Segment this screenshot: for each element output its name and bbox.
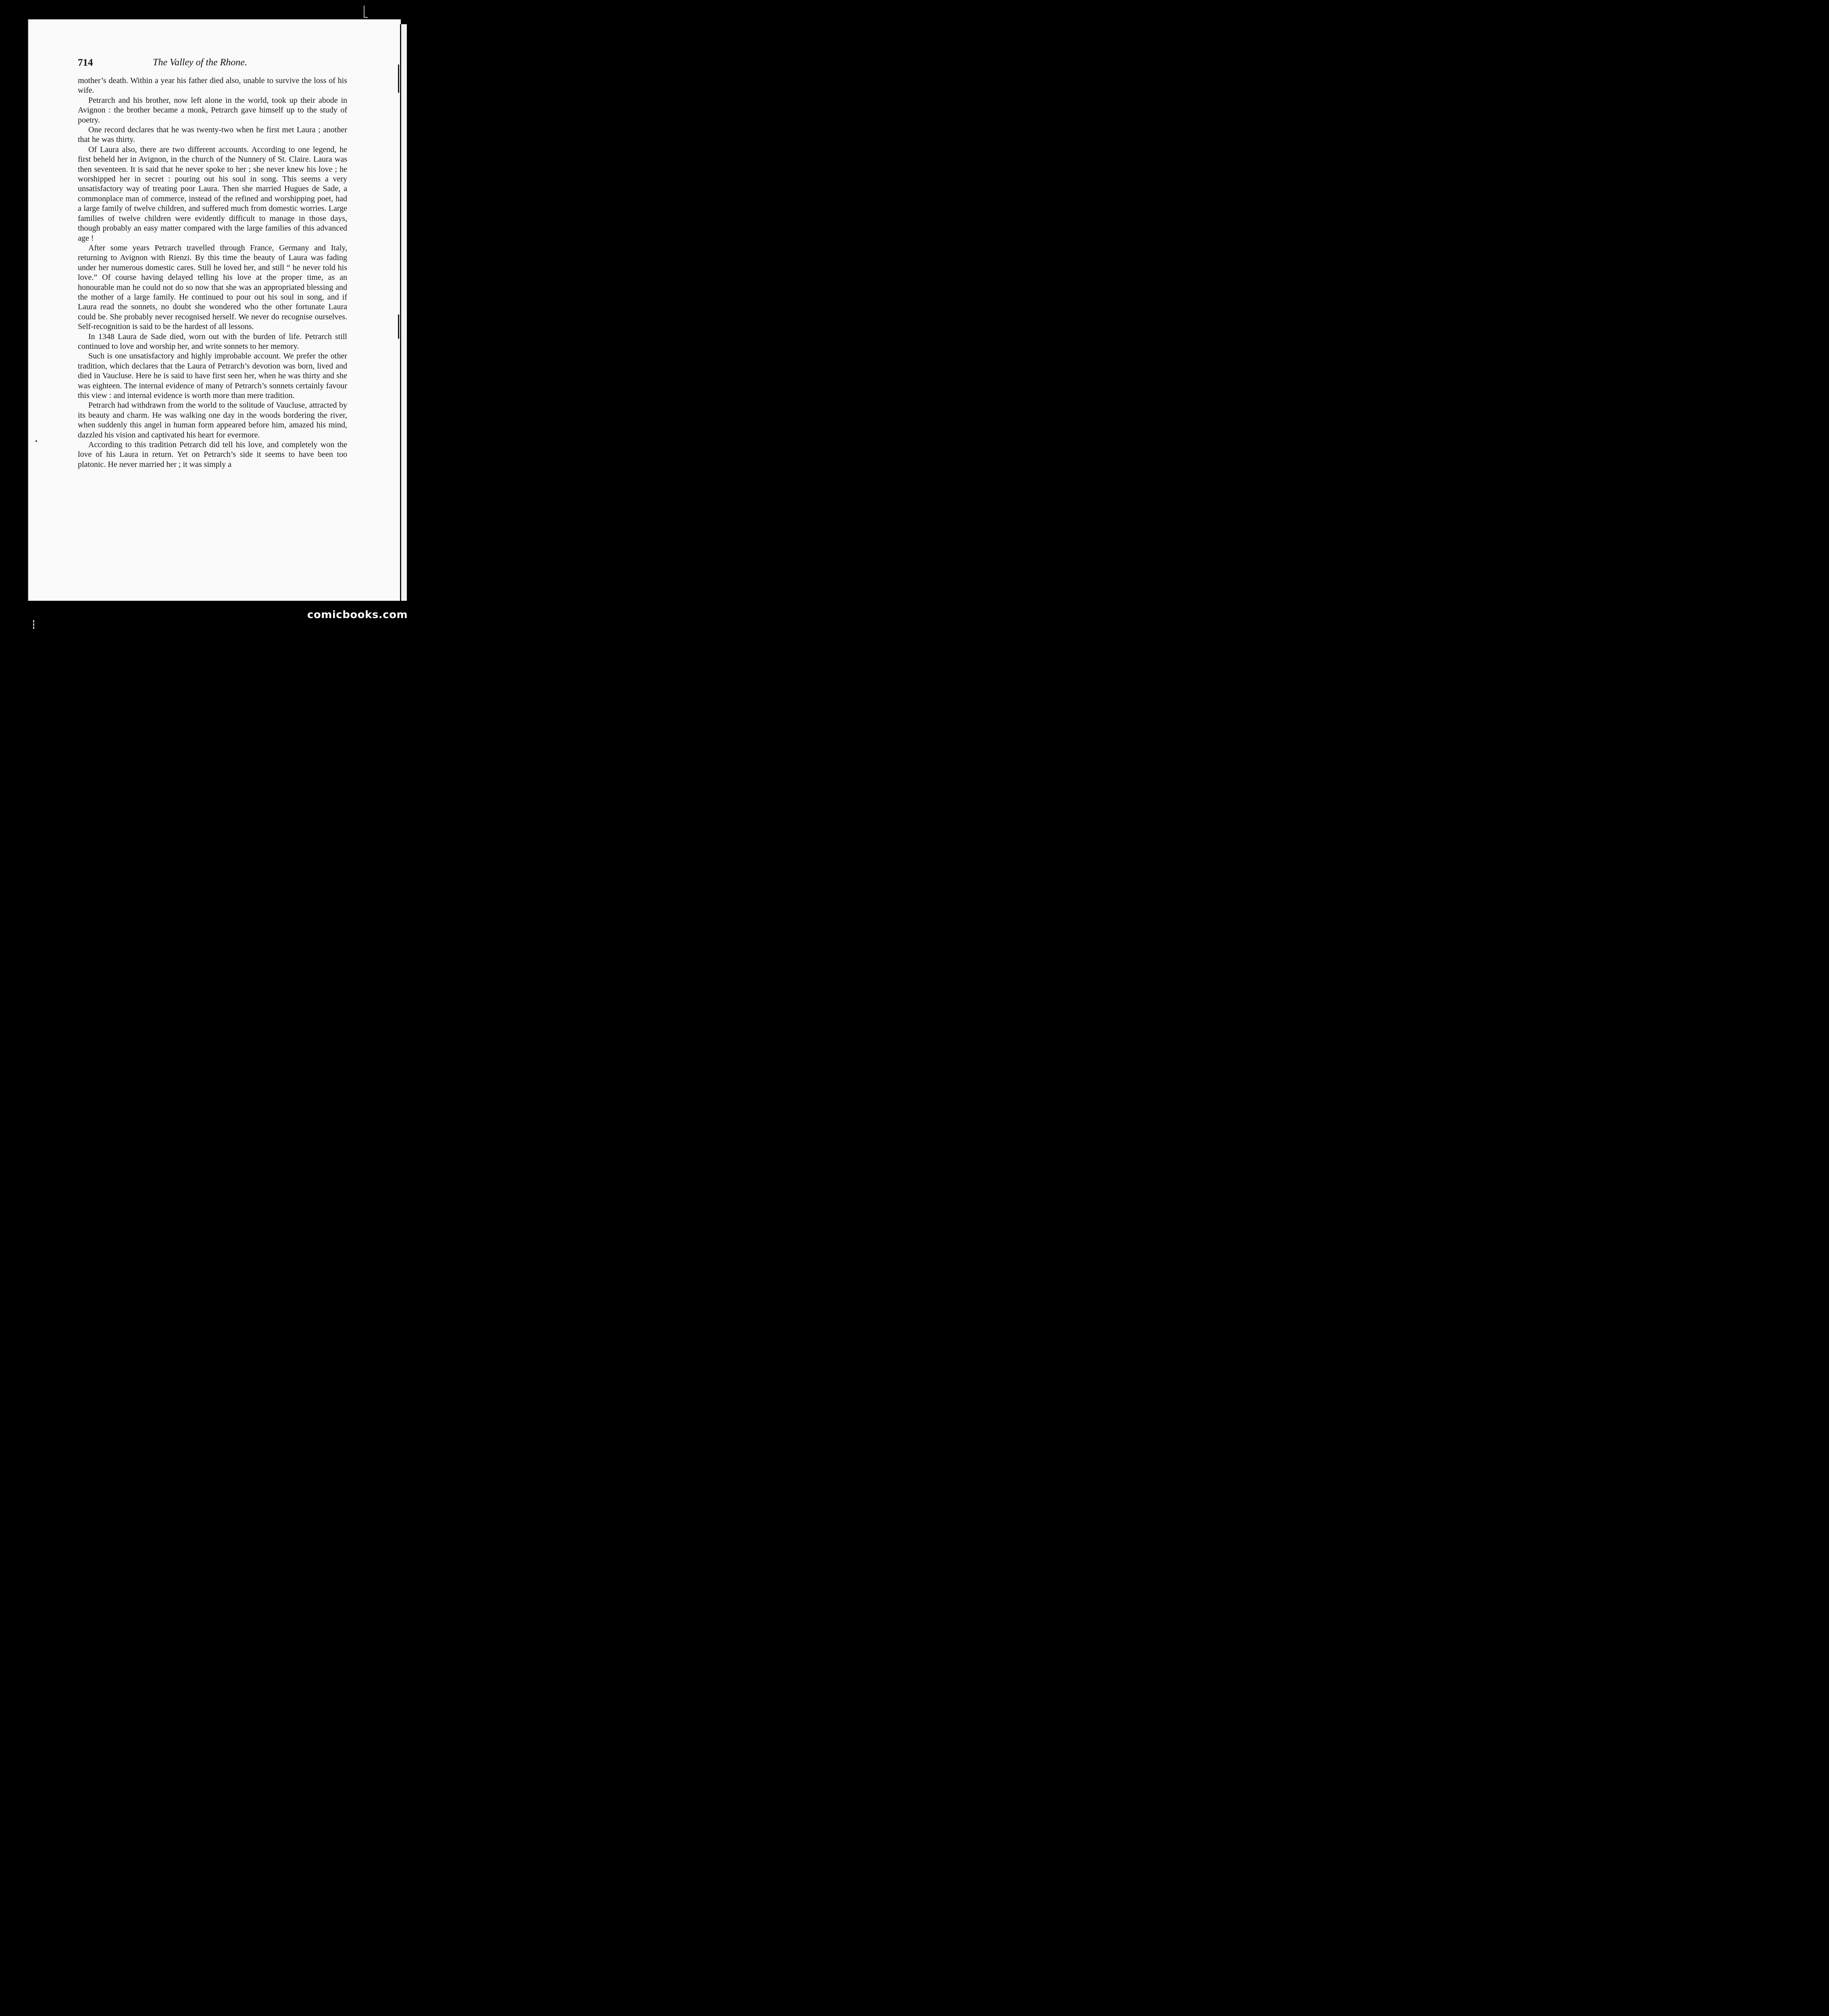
paragraph: Petrarch and his brother, now left alone in the world, took up their abode in Avignon : the brother became a monk, Petrarch gave himself up to the study of poetry. <box>78 96 347 125</box>
scan-artifact <box>32 619 35 630</box>
page-header <box>78 56 347 71</box>
edge-shadow <box>398 314 399 339</box>
scan-speck <box>35 440 37 442</box>
watermark: comicbooks.com <box>307 609 408 621</box>
paragraph: After some years Petrarch travelled through France, Germany and Italy, returning to Avignon with Rienzi. By this time the beauty of Laura was fading under her numerous domestic cares. Still he loved her, and still “ he never told his love.” Of course having delayed telling his love at the proper time, as an honourable man he could not do so now that she was an appropriated blessing and the mother of a large family. He continued to pour out his soul in song, and if Laura read the sonnets, no doubt she wondered who the other fortunate Laura could be. She probably never recognised herself. We never do recognise ourselves. Self-recognition is said to be the hardest of all lessons. <box>78 243 347 331</box>
page-number: 714 <box>78 57 93 68</box>
paragraph: One record declares that he was twenty-two when he first met Laura ; another that he was thirty. <box>78 125 347 144</box>
paragraph: Of Laura also, there are two different accounts. According to one legend, he first beheld her in Avignon, in the church of the Nunnery of St. Claire. Laura was then seventeen. It is said that he never spoke to her ; she never knew his love ; he worshipped her in secret : pouring out his soul in song. This seems a very unsatisfactory way of treating poor Laura. Then she married Hugues de Sade, a commonplace man of commerce, instead of the refined and worshipping poet, had a large family of twelve children, and suffered much from domestic worries. Large families of twelve children were evidently difficult to manage in those days, though probably an easy matter compared with the large families of this advanced age ! <box>78 145 347 243</box>
body-text <box>78 76 347 469</box>
edge-shadow <box>398 65 399 93</box>
paragraph: mother’s death. Within a year his father died also, unable to survive the loss of his wife. <box>78 76 347 95</box>
paragraph: According to this tradition Petrarch did tell his love, and completely won the love of his Laura in return. Yet on Petrarch’s side it seems to have been too platonic. He never married her ; it was simply a <box>78 440 347 469</box>
scan-corner-mark <box>363 6 369 19</box>
paragraph: Petrarch had withdrawn from the world to the solitude of Vaucluse, attracted by its beauty and charm. He was walking one day in the woods bordering the river, when suddenly this angel in human form appeared before him, amazed his mind, dazzled his vision and captivated his heart for evermore. <box>78 401 347 439</box>
running-title: The Valley of the Rhone. <box>153 57 247 68</box>
paragraph: Such is one unsatisfactory and highly improbable account. We prefer the other tradition, which declares that the Laura of Petrarch’s devotion was born, lived and died in Vaucluse. Here he is said to have first seen her, when he was thirty and she was eighteen. The internal evidence of many of Petrarch’s sonnets certainly favour this view : and internal evidence is worth more than mere tradition. <box>78 352 347 400</box>
page-edge-right <box>400 24 407 601</box>
paragraph: In 1348 Laura de Sade died, worn out with the burden of life. Petrarch still continued to love and worship her, and write sonnets to her memory. <box>78 332 347 351</box>
